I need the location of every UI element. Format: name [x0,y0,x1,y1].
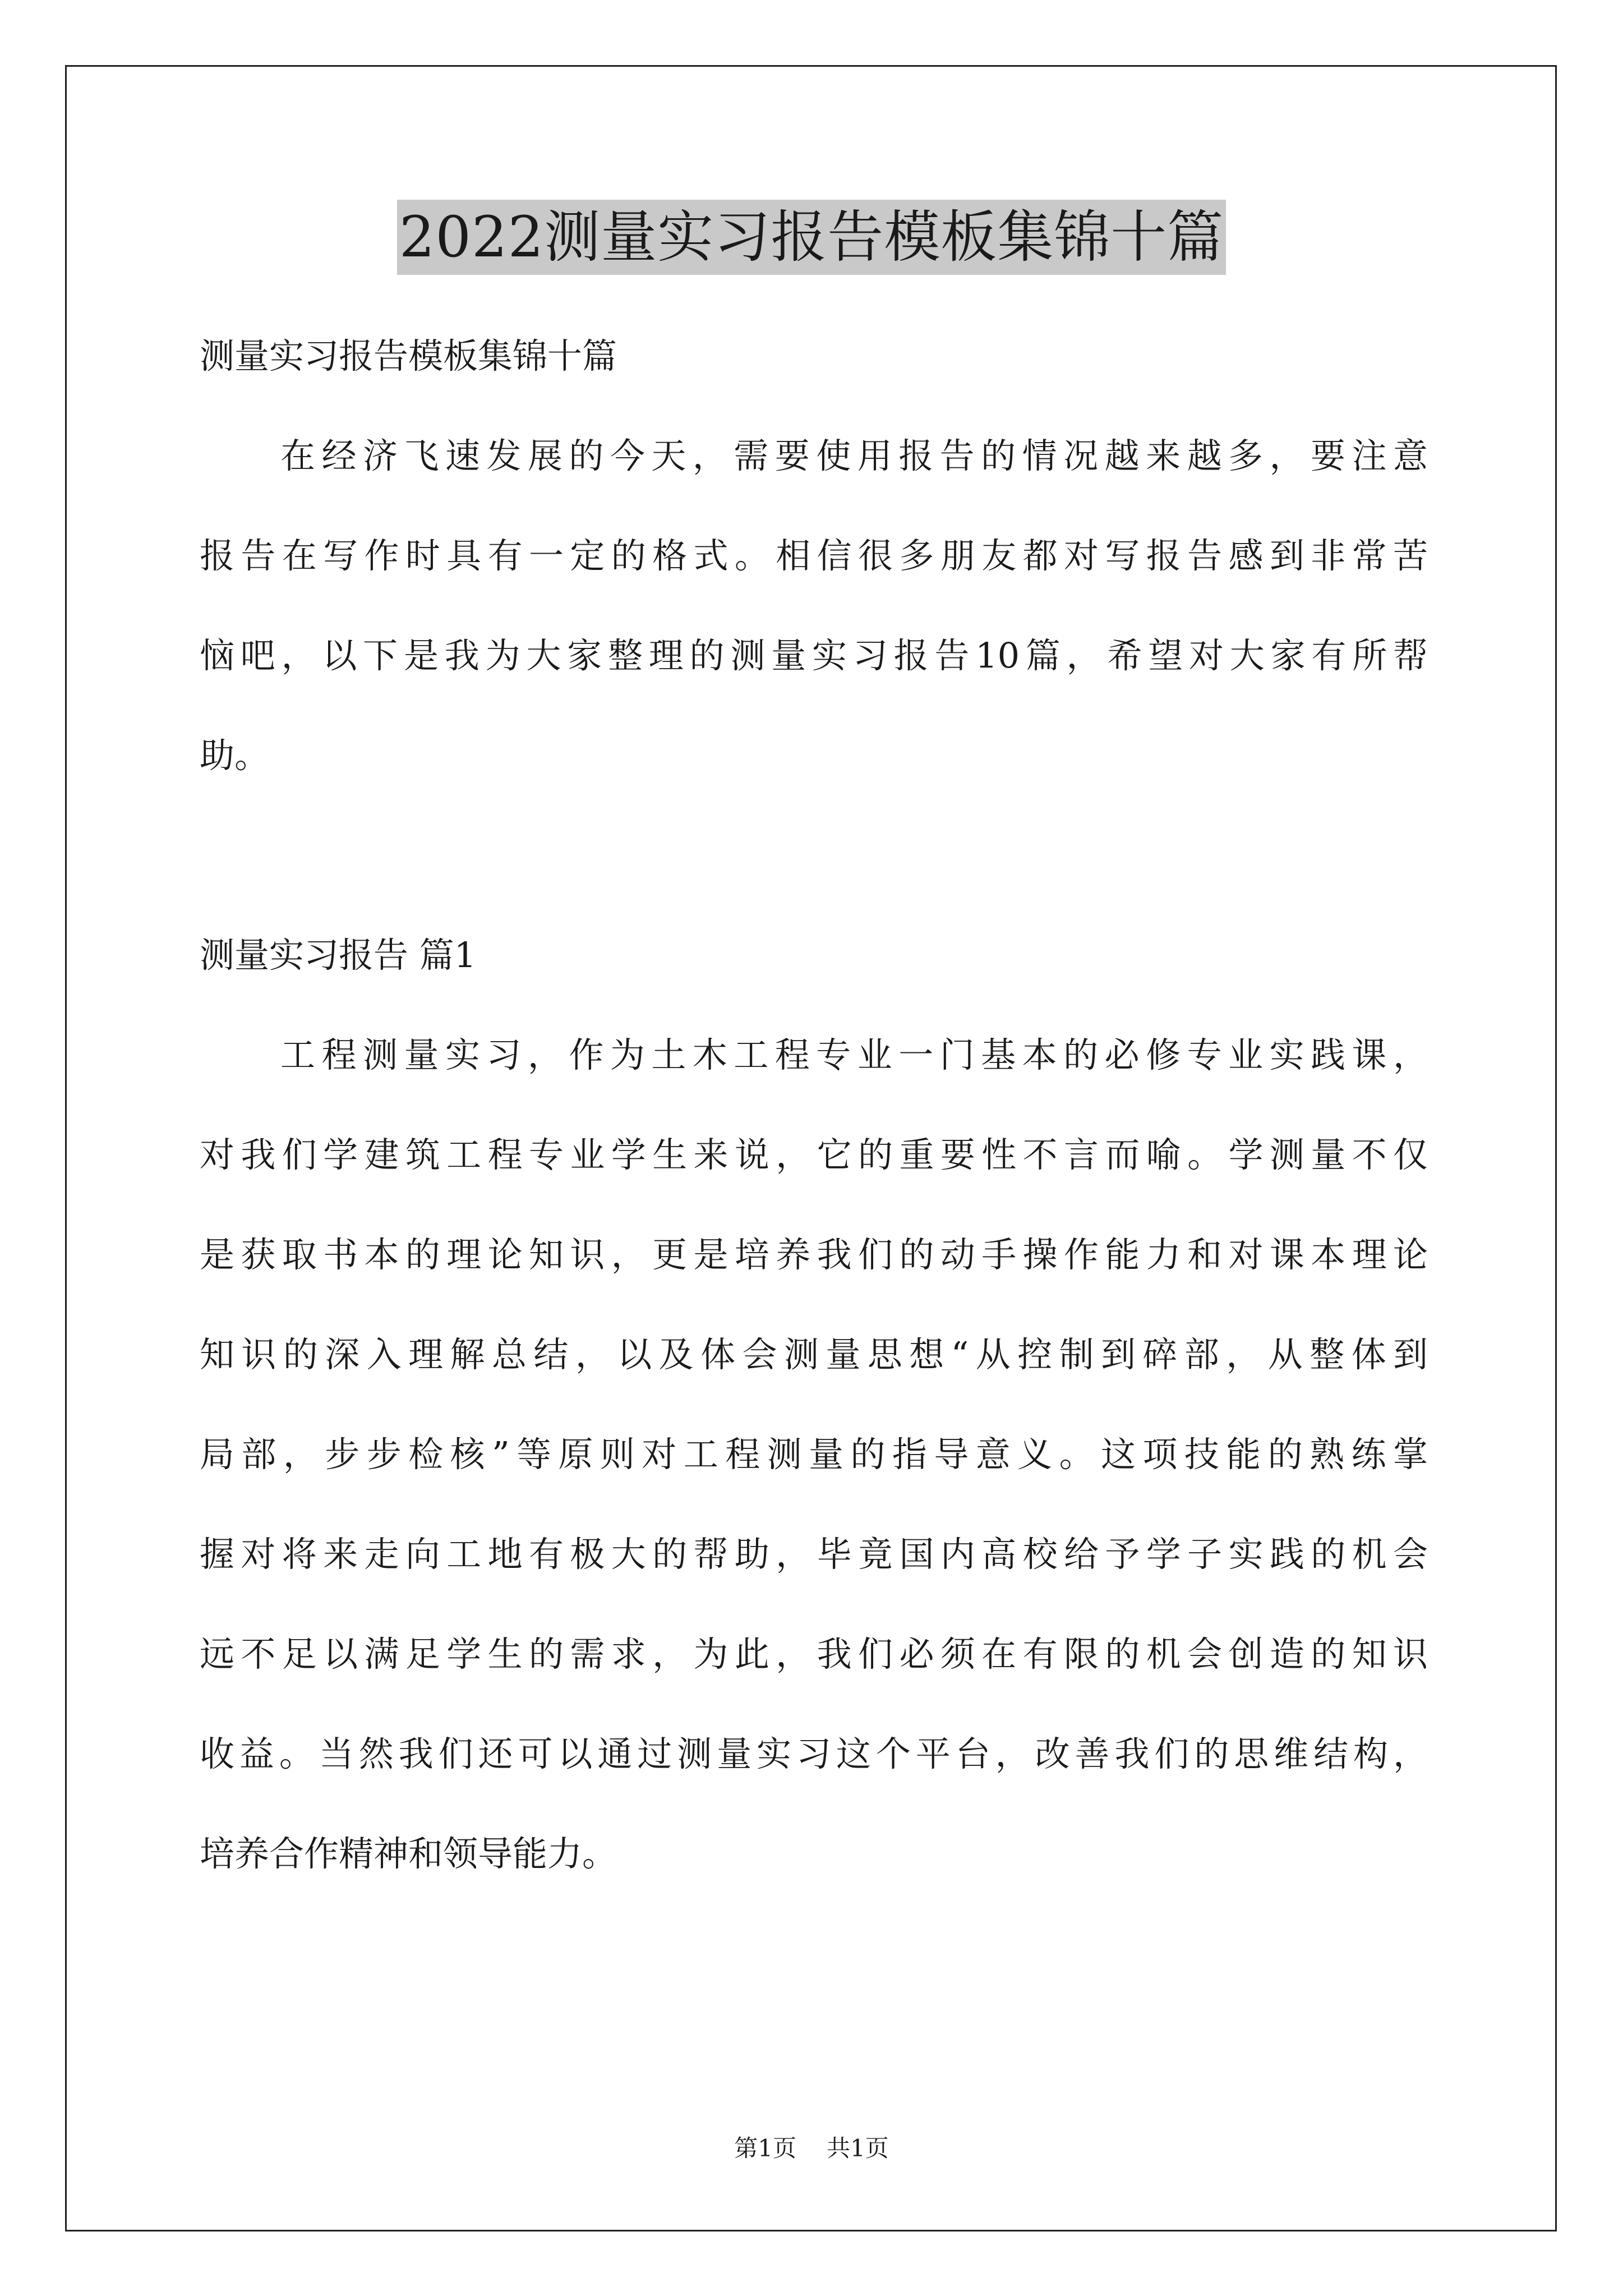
page-number: 第1页 [734,2134,796,2162]
paragraph-line: 培养合作精神和领导能力。 [200,1833,617,1874]
paragraph-line: 握对将来走向工地有极大的帮助，毕竟国内高校给予学子实践的机会 [200,1534,1428,1575]
paragraph-line: 报告在写作时具有一定的格式。相信很多朋友都对写报告感到非常苦 [200,535,1428,576]
page-total: 共1页 [827,2134,889,2162]
page-footer [0,2132,1623,2165]
document-title: 2022测量实习报告模板集锦十篇 [397,200,1227,275]
section-heading: 测量实习报告 篇1 [200,935,477,976]
paragraph-line: 恼吧，以下是我为大家整理的测量实习报告10篇，希望对大家有所帮 [200,635,1428,676]
paragraph-line: 工程测量实习，作为土木工程专业一门基本的必修专业实践课， [280,1034,1428,1075]
paragraph-line: 远不足以满足学生的需求，为此，我们必须在有限的机会创造的知识 [200,1634,1428,1674]
paragraph-spacer [200,806,1428,905]
body-paragraph [200,1005,1428,1904]
document-subtitle: 测量实习报告模板集锦十篇 [200,335,617,376]
paragraph-line: 局部，步步检核”等原则对工程测量的指导意义。这项技能的熟练掌 [200,1434,1428,1475]
paragraph-line: 助。 [200,735,270,776]
paragraph-line: 对我们学建筑工程专业学生来说，它的重要性不言而喻。学测量不仅 [200,1134,1428,1175]
document-body [200,306,1428,1904]
paragraph-line: 知识的深入理解总结，以及体会测量思想“从控制到碎部，从整体到 [200,1334,1428,1375]
paragraph-line: 在经济飞速发展的今天，需要使用报告的情况越来越多，要注意 [280,435,1428,476]
paragraph-line: 收益。当然我们还可以通过测量实习这个平台，改善我们的思维结构， [200,1733,1428,1774]
intro-paragraph [200,406,1428,806]
title-wrap [0,200,1623,275]
paragraph-line: 是获取书本的理论知识，更是培养我们的动手操作能力和对课本理论 [200,1234,1428,1275]
